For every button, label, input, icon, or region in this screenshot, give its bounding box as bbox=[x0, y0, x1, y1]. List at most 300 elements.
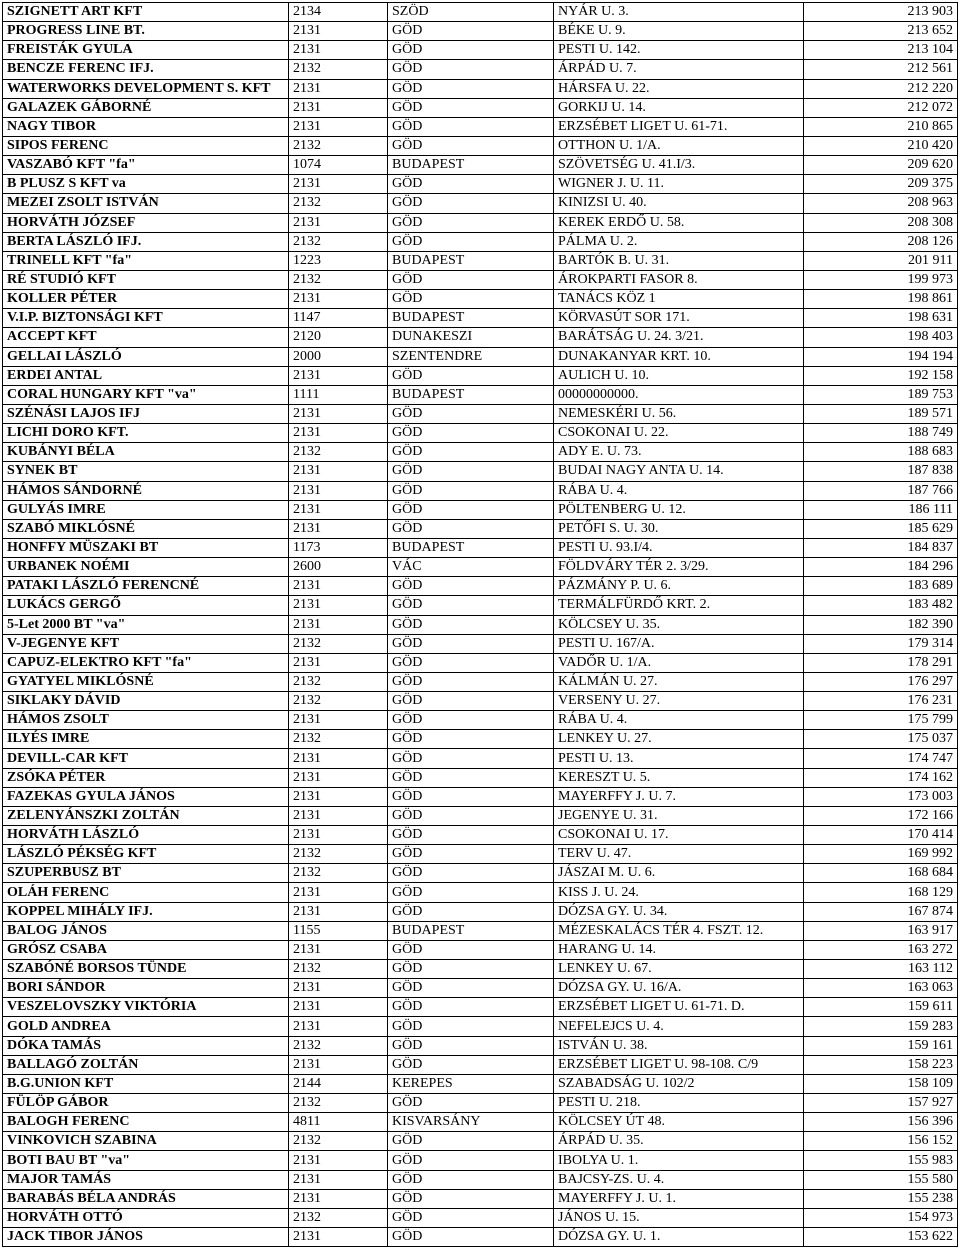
postcode-cell: 2132 bbox=[289, 443, 388, 462]
amount-cell: 184 837 bbox=[804, 538, 958, 557]
name-cell: URBANEK NOÉMI bbox=[3, 558, 289, 577]
amount-cell: 185 629 bbox=[804, 519, 958, 538]
amount-cell: 187 766 bbox=[804, 481, 958, 500]
postcode-cell: 2131 bbox=[289, 826, 388, 845]
table-row bbox=[3, 424, 958, 443]
amount-cell: 199 973 bbox=[804, 270, 958, 289]
postcode-cell: 2131 bbox=[289, 902, 388, 921]
table-row bbox=[3, 960, 958, 979]
address-cell: IBOLYA U. 1. bbox=[554, 1151, 804, 1170]
city-cell: GÖD bbox=[388, 366, 554, 385]
amount-cell: 170 414 bbox=[804, 826, 958, 845]
address-cell: ISTVÁN U. 38. bbox=[554, 1036, 804, 1055]
table-row bbox=[3, 404, 958, 423]
table-row bbox=[3, 156, 958, 175]
city-cell: GÖD bbox=[388, 883, 554, 902]
amount-cell: 169 992 bbox=[804, 845, 958, 864]
name-cell: SIPOS FERENC bbox=[3, 136, 289, 155]
name-cell: V-JEGENYE KFT bbox=[3, 634, 289, 653]
postcode-cell: 2131 bbox=[289, 290, 388, 309]
postcode-cell: 2132 bbox=[289, 1132, 388, 1151]
postcode-cell: 2120 bbox=[289, 328, 388, 347]
table-row bbox=[3, 175, 958, 194]
table-row bbox=[3, 60, 958, 79]
table-row bbox=[3, 519, 958, 538]
postcode-cell: 2131 bbox=[289, 1228, 388, 1247]
table-row bbox=[3, 1055, 958, 1074]
city-cell: GÖD bbox=[388, 998, 554, 1017]
address-cell: BÉKE U. 9. bbox=[554, 22, 804, 41]
amount-cell: 179 314 bbox=[804, 634, 958, 653]
table-body bbox=[3, 3, 958, 1247]
city-cell: GÖD bbox=[388, 1189, 554, 1208]
postcode-cell: 2131 bbox=[289, 806, 388, 825]
address-cell: PÖLTENBERG U. 12. bbox=[554, 500, 804, 519]
name-cell: MEZEI ZSOLT ISTVÁN bbox=[3, 194, 289, 213]
amount-cell: 158 109 bbox=[804, 1074, 958, 1093]
address-cell: ÁRPÁD U. 7. bbox=[554, 60, 804, 79]
amount-cell: 187 838 bbox=[804, 462, 958, 481]
name-cell: V.I.P. BIZTONSÁGI KFT bbox=[3, 309, 289, 328]
postcode-cell: 1223 bbox=[289, 251, 388, 270]
amount-cell: 212 072 bbox=[804, 98, 958, 117]
city-cell: GÖD bbox=[388, 213, 554, 232]
address-cell: KERESZT U. 5. bbox=[554, 768, 804, 787]
postcode-cell: 1074 bbox=[289, 156, 388, 175]
name-cell: GALAZEK GÁBORNÉ bbox=[3, 98, 289, 117]
amount-cell: 183 482 bbox=[804, 596, 958, 615]
city-cell: BUDAPEST bbox=[388, 538, 554, 557]
name-cell: HÁMOS SÁNDORNÉ bbox=[3, 481, 289, 500]
address-cell: RÁBA U. 4. bbox=[554, 481, 804, 500]
city-cell: GÖD bbox=[388, 481, 554, 500]
city-cell: BUDAPEST bbox=[388, 309, 554, 328]
amount-cell: 188 749 bbox=[804, 424, 958, 443]
table-row bbox=[3, 826, 958, 845]
postcode-cell: 2132 bbox=[289, 692, 388, 711]
postcode-cell: 2132 bbox=[289, 270, 388, 289]
postcode-cell: 2131 bbox=[289, 213, 388, 232]
table-row bbox=[3, 1228, 958, 1247]
name-cell: GULYÁS IMRE bbox=[3, 500, 289, 519]
city-cell: GÖD bbox=[388, 711, 554, 730]
address-cell: ERZSÉBET LIGET U. 98-108. C/9 bbox=[554, 1055, 804, 1074]
city-cell: GÖD bbox=[388, 1132, 554, 1151]
name-cell: GELLAI LÁSZLÓ bbox=[3, 347, 289, 366]
amount-cell: 192 158 bbox=[804, 366, 958, 385]
city-cell: GÖD bbox=[388, 577, 554, 596]
table-row bbox=[3, 79, 958, 98]
postcode-cell: 2131 bbox=[289, 940, 388, 959]
amount-cell: 208 963 bbox=[804, 194, 958, 213]
table-row bbox=[3, 136, 958, 155]
address-cell: DÓZSA GY. U. 16/A. bbox=[554, 979, 804, 998]
name-cell: HONFFY MÜSZAKI BT bbox=[3, 538, 289, 557]
name-cell: B PLUSZ S KFT va bbox=[3, 175, 289, 194]
name-cell: ZELENYÁNSZKI ZOLTÁN bbox=[3, 806, 289, 825]
postcode-cell: 2131 bbox=[289, 500, 388, 519]
postcode-cell: 2131 bbox=[289, 79, 388, 98]
table-row bbox=[3, 940, 958, 959]
address-cell: NEFELEJCS U. 4. bbox=[554, 1017, 804, 1036]
city-cell: GÖD bbox=[388, 136, 554, 155]
amount-cell: 159 161 bbox=[804, 1036, 958, 1055]
postcode-cell: 2132 bbox=[289, 960, 388, 979]
amount-cell: 209 620 bbox=[804, 156, 958, 175]
city-cell: GÖD bbox=[388, 634, 554, 653]
city-cell: GÖD bbox=[388, 979, 554, 998]
amount-cell: 172 166 bbox=[804, 806, 958, 825]
amount-cell: 186 111 bbox=[804, 500, 958, 519]
name-cell: BALOGH FERENC bbox=[3, 1113, 289, 1132]
address-cell: CSOKONAI U. 22. bbox=[554, 424, 804, 443]
name-cell: BALLAGÓ ZOLTÁN bbox=[3, 1055, 289, 1074]
name-cell: PROGRESS LINE BT. bbox=[3, 22, 289, 41]
amount-cell: 198 403 bbox=[804, 328, 958, 347]
address-cell: ERZSÉBET LIGET U. 61-71. bbox=[554, 117, 804, 136]
city-cell: GÖD bbox=[388, 826, 554, 845]
name-cell: JACK TIBOR JÁNOS bbox=[3, 1228, 289, 1247]
address-cell: KÖLCSEY ÚT 48. bbox=[554, 1113, 804, 1132]
table-row bbox=[3, 309, 958, 328]
address-cell: NYÁR U. 3. bbox=[554, 3, 804, 22]
table-row bbox=[3, 270, 958, 289]
postcode-cell: 2132 bbox=[289, 864, 388, 883]
city-cell: GÖD bbox=[388, 1228, 554, 1247]
address-cell: DUNAKANYAR KRT. 10. bbox=[554, 347, 804, 366]
city-cell: GÖD bbox=[388, 615, 554, 634]
city-cell: GÖD bbox=[388, 749, 554, 768]
table-row bbox=[3, 1036, 958, 1055]
amount-cell: 175 037 bbox=[804, 730, 958, 749]
address-cell: BAJCSY-ZS. U. 4. bbox=[554, 1170, 804, 1189]
city-cell: GÖD bbox=[388, 424, 554, 443]
city-cell: GÖD bbox=[388, 864, 554, 883]
name-cell: SZABÓNÉ BORSOS TÜNDE bbox=[3, 960, 289, 979]
table-row bbox=[3, 998, 958, 1017]
table-row bbox=[3, 462, 958, 481]
name-cell: HORVÁTH JÓZSEF bbox=[3, 213, 289, 232]
city-cell: GÖD bbox=[388, 768, 554, 787]
amount-cell: 168 129 bbox=[804, 883, 958, 902]
amount-cell: 168 684 bbox=[804, 864, 958, 883]
name-cell: BOTI BAU BT "va" bbox=[3, 1151, 289, 1170]
name-cell: FÜLÖP GÁBOR bbox=[3, 1094, 289, 1113]
name-cell: BERTA LÁSZLÓ IFJ. bbox=[3, 232, 289, 251]
table-row bbox=[3, 232, 958, 251]
address-cell: GORKIJ U. 14. bbox=[554, 98, 804, 117]
address-cell: DÓZSA GY. U. 34. bbox=[554, 902, 804, 921]
postcode-cell: 2132 bbox=[289, 1036, 388, 1055]
postcode-cell: 2131 bbox=[289, 366, 388, 385]
address-cell: KINIZSI U. 40. bbox=[554, 194, 804, 213]
amount-cell: 163 917 bbox=[804, 921, 958, 940]
amount-cell: 198 631 bbox=[804, 309, 958, 328]
table-row bbox=[3, 787, 958, 806]
amount-cell: 209 375 bbox=[804, 175, 958, 194]
address-cell: ÁRPÁD U. 35. bbox=[554, 1132, 804, 1151]
city-cell: GÖD bbox=[388, 960, 554, 979]
postcode-cell: 1111 bbox=[289, 385, 388, 404]
city-cell: GÖD bbox=[388, 672, 554, 691]
address-cell: PESTI U. 93.I/4. bbox=[554, 538, 804, 557]
postcode-cell: 2132 bbox=[289, 672, 388, 691]
name-cell: 5-Let 2000 BT "va" bbox=[3, 615, 289, 634]
address-cell: ADY E. U. 73. bbox=[554, 443, 804, 462]
table-row bbox=[3, 481, 958, 500]
city-cell: GÖD bbox=[388, 692, 554, 711]
name-cell: SZÉNÁSI LAJOS IFJ bbox=[3, 404, 289, 423]
postcode-cell: 2132 bbox=[289, 634, 388, 653]
table-row bbox=[3, 290, 958, 309]
table-row bbox=[3, 213, 958, 232]
address-cell: 00000000000. bbox=[554, 385, 804, 404]
amount-cell: 167 874 bbox=[804, 902, 958, 921]
city-cell: GÖD bbox=[388, 79, 554, 98]
city-cell: GÖD bbox=[388, 806, 554, 825]
amount-cell: 208 308 bbox=[804, 213, 958, 232]
name-cell: OLÁH FERENC bbox=[3, 883, 289, 902]
name-cell: HORVÁTH LÁSZLÓ bbox=[3, 826, 289, 845]
postcode-cell: 2000 bbox=[289, 347, 388, 366]
city-cell: GÖD bbox=[388, 270, 554, 289]
table-row bbox=[3, 749, 958, 768]
postcode-cell: 2131 bbox=[289, 481, 388, 500]
address-cell: LENKEY U. 67. bbox=[554, 960, 804, 979]
postcode-cell: 4811 bbox=[289, 1113, 388, 1132]
address-cell: TERMÁLFÜRDŐ KRT. 2. bbox=[554, 596, 804, 615]
amount-cell: 163 272 bbox=[804, 940, 958, 959]
amount-cell: 210 865 bbox=[804, 117, 958, 136]
amount-cell: 174 162 bbox=[804, 768, 958, 787]
amount-cell: 156 152 bbox=[804, 1132, 958, 1151]
city-cell: GÖD bbox=[388, 22, 554, 41]
table-row bbox=[3, 251, 958, 270]
city-cell: GÖD bbox=[388, 117, 554, 136]
table-row bbox=[3, 117, 958, 136]
postcode-cell: 2132 bbox=[289, 1094, 388, 1113]
amount-cell: 198 861 bbox=[804, 290, 958, 309]
name-cell: RÉ STUDIÓ KFT bbox=[3, 270, 289, 289]
name-cell: CORAL HUNGARY KFT "va" bbox=[3, 385, 289, 404]
table-row bbox=[3, 730, 958, 749]
name-cell: SZABÓ MIKLÓSNÉ bbox=[3, 519, 289, 538]
postcode-cell: 2131 bbox=[289, 98, 388, 117]
address-cell: VADŐR U. 1/A. bbox=[554, 653, 804, 672]
postcode-cell: 2131 bbox=[289, 596, 388, 615]
table-row bbox=[3, 577, 958, 596]
address-cell: MAYERFFY J. U. 1. bbox=[554, 1189, 804, 1208]
amount-cell: 178 291 bbox=[804, 653, 958, 672]
address-cell: JÁSZAI M. U. 6. bbox=[554, 864, 804, 883]
city-cell: GÖD bbox=[388, 194, 554, 213]
name-cell: ZSÓKA PÉTER bbox=[3, 768, 289, 787]
postcode-cell: 2131 bbox=[289, 787, 388, 806]
city-cell: GÖD bbox=[388, 730, 554, 749]
postcode-cell: 2131 bbox=[289, 424, 388, 443]
city-cell: GÖD bbox=[388, 845, 554, 864]
address-cell: PESTI U. 218. bbox=[554, 1094, 804, 1113]
postcode-cell: 2131 bbox=[289, 711, 388, 730]
amount-cell: 194 194 bbox=[804, 347, 958, 366]
amount-cell: 153 622 bbox=[804, 1228, 958, 1247]
table-row bbox=[3, 1189, 958, 1208]
city-cell: GÖD bbox=[388, 232, 554, 251]
name-cell: FREISTÁK GYULA bbox=[3, 41, 289, 60]
name-cell: DÓKA TAMÁS bbox=[3, 1036, 289, 1055]
postcode-cell: 2131 bbox=[289, 998, 388, 1017]
table-row bbox=[3, 1113, 958, 1132]
name-cell: MAJOR TAMÁS bbox=[3, 1170, 289, 1189]
name-cell: GYATYEL MIKLÓSNÉ bbox=[3, 672, 289, 691]
city-cell: GÖD bbox=[388, 41, 554, 60]
postcode-cell: 2132 bbox=[289, 232, 388, 251]
address-cell: TERV U. 47. bbox=[554, 845, 804, 864]
postcode-cell: 2131 bbox=[289, 653, 388, 672]
address-cell: SZÖVETSÉG U. 41.I/3. bbox=[554, 156, 804, 175]
name-cell: VINKOVICH SZABINA bbox=[3, 1132, 289, 1151]
name-cell: HÁMOS ZSOLT bbox=[3, 711, 289, 730]
name-cell: GOLD ANDREA bbox=[3, 1017, 289, 1036]
postcode-cell: 2131 bbox=[289, 175, 388, 194]
postcode-cell: 2131 bbox=[289, 1017, 388, 1036]
city-cell: GÖD bbox=[388, 1055, 554, 1074]
table-row bbox=[3, 41, 958, 60]
table-row bbox=[3, 615, 958, 634]
address-cell: SZABADSÁG U. 102/2 bbox=[554, 1074, 804, 1093]
postcode-cell: 2131 bbox=[289, 577, 388, 596]
table-row bbox=[3, 653, 958, 672]
amount-cell: 156 396 bbox=[804, 1113, 958, 1132]
address-cell: KISS J. U. 24. bbox=[554, 883, 804, 902]
amount-cell: 176 297 bbox=[804, 672, 958, 691]
table-row bbox=[3, 558, 958, 577]
city-cell: KISVARSÁNY bbox=[388, 1113, 554, 1132]
name-cell: TRINELL KFT "fa" bbox=[3, 251, 289, 270]
name-cell: KOPPEL MIHÁLY IFJ. bbox=[3, 902, 289, 921]
name-cell: BORI SÁNDOR bbox=[3, 979, 289, 998]
address-cell: KÖLCSEY U. 35. bbox=[554, 615, 804, 634]
address-cell: PÁZMÁNY P. U. 6. bbox=[554, 577, 804, 596]
address-cell: PESTI U. 142. bbox=[554, 41, 804, 60]
city-cell: DUNAKESZI bbox=[388, 328, 554, 347]
amount-cell: 159 283 bbox=[804, 1017, 958, 1036]
postcode-cell: 2131 bbox=[289, 749, 388, 768]
address-cell: KÁLMÁN U. 27. bbox=[554, 672, 804, 691]
city-cell: VÁC bbox=[388, 558, 554, 577]
city-cell: SZÖD bbox=[388, 3, 554, 22]
postcode-cell: 2131 bbox=[289, 979, 388, 998]
name-cell: ERDEI ANTAL bbox=[3, 366, 289, 385]
city-cell: SZENTENDRE bbox=[388, 347, 554, 366]
address-cell: NEMESKÉRI U. 56. bbox=[554, 404, 804, 423]
postcode-cell: 2131 bbox=[289, 768, 388, 787]
address-cell: OTTHON U. 1/A. bbox=[554, 136, 804, 155]
city-cell: GÖD bbox=[388, 404, 554, 423]
name-cell: KUBÁNYI BÉLA bbox=[3, 443, 289, 462]
table-row bbox=[3, 22, 958, 41]
table-row bbox=[3, 979, 958, 998]
city-cell: GÖD bbox=[388, 500, 554, 519]
city-cell: GÖD bbox=[388, 1151, 554, 1170]
name-cell: ILYÉS IMRE bbox=[3, 730, 289, 749]
name-cell: FAZEKAS GYULA JÁNOS bbox=[3, 787, 289, 806]
amount-cell: 155 580 bbox=[804, 1170, 958, 1189]
name-cell: BENCZE FERENC IFJ. bbox=[3, 60, 289, 79]
table-row bbox=[3, 634, 958, 653]
postcode-cell: 2131 bbox=[289, 615, 388, 634]
address-cell: VERSENY U. 27. bbox=[554, 692, 804, 711]
postcode-cell: 1173 bbox=[289, 538, 388, 557]
address-cell: KEREK ERDŐ U. 58. bbox=[554, 213, 804, 232]
address-cell: DÓZSA GY. U. 1. bbox=[554, 1228, 804, 1247]
amount-cell: 176 231 bbox=[804, 692, 958, 711]
address-cell: PÁLMA U. 2. bbox=[554, 232, 804, 251]
name-cell: NAGY TIBOR bbox=[3, 117, 289, 136]
name-cell: BALOG JÁNOS bbox=[3, 921, 289, 940]
city-cell: GÖD bbox=[388, 175, 554, 194]
city-cell: BUDAPEST bbox=[388, 385, 554, 404]
table-row bbox=[3, 347, 958, 366]
city-cell: GÖD bbox=[388, 787, 554, 806]
postcode-cell: 2131 bbox=[289, 404, 388, 423]
postcode-cell: 2131 bbox=[289, 41, 388, 60]
amount-cell: 212 561 bbox=[804, 60, 958, 79]
amount-cell: 155 983 bbox=[804, 1151, 958, 1170]
address-cell: FÖLDVÁRY TÉR 2. 3/29. bbox=[554, 558, 804, 577]
name-cell: GRÓSZ CSABA bbox=[3, 940, 289, 959]
name-cell: SIKLAKY DÁVID bbox=[3, 692, 289, 711]
address-cell: JÁNOS U. 15. bbox=[554, 1208, 804, 1227]
name-cell: LÁSZLÓ PÉKSÉG KFT bbox=[3, 845, 289, 864]
amount-cell: 154 973 bbox=[804, 1208, 958, 1227]
table-row bbox=[3, 1170, 958, 1189]
city-cell: GÖD bbox=[388, 1017, 554, 1036]
table-row bbox=[3, 538, 958, 557]
address-cell: MÉZESKALÁCS TÉR 4. FSZT. 12. bbox=[554, 921, 804, 940]
amount-cell: 189 571 bbox=[804, 404, 958, 423]
address-cell: MAYERFFY J. U. 7. bbox=[554, 787, 804, 806]
table-row bbox=[3, 385, 958, 404]
postcode-cell: 2131 bbox=[289, 462, 388, 481]
address-cell: HARANG U. 14. bbox=[554, 940, 804, 959]
amount-cell: 212 220 bbox=[804, 79, 958, 98]
name-cell: PATAKI LÁSZLÓ FERENCNÉ bbox=[3, 577, 289, 596]
city-cell: GÖD bbox=[388, 1208, 554, 1227]
table-row bbox=[3, 1132, 958, 1151]
table-row bbox=[3, 3, 958, 22]
table-row bbox=[3, 711, 958, 730]
table-row bbox=[3, 883, 958, 902]
table-row bbox=[3, 692, 958, 711]
amount-cell: 183 689 bbox=[804, 577, 958, 596]
city-cell: GÖD bbox=[388, 1036, 554, 1055]
table-row bbox=[3, 921, 958, 940]
city-cell: GÖD bbox=[388, 98, 554, 117]
name-cell: DEVILL-CAR KFT bbox=[3, 749, 289, 768]
address-cell: HÁRSFA U. 22. bbox=[554, 79, 804, 98]
address-cell: RÁBA U. 4. bbox=[554, 711, 804, 730]
postcode-cell: 2144 bbox=[289, 1074, 388, 1093]
name-cell: WATERWORKS DEVELOPMENT S. KFT bbox=[3, 79, 289, 98]
name-cell: B.G.UNION KFT bbox=[3, 1074, 289, 1093]
amount-cell: 174 747 bbox=[804, 749, 958, 768]
city-cell: BUDAPEST bbox=[388, 156, 554, 175]
city-cell: GÖD bbox=[388, 1094, 554, 1113]
city-cell: GÖD bbox=[388, 940, 554, 959]
table-row bbox=[3, 443, 958, 462]
name-cell: LICHI DORO KFT. bbox=[3, 424, 289, 443]
